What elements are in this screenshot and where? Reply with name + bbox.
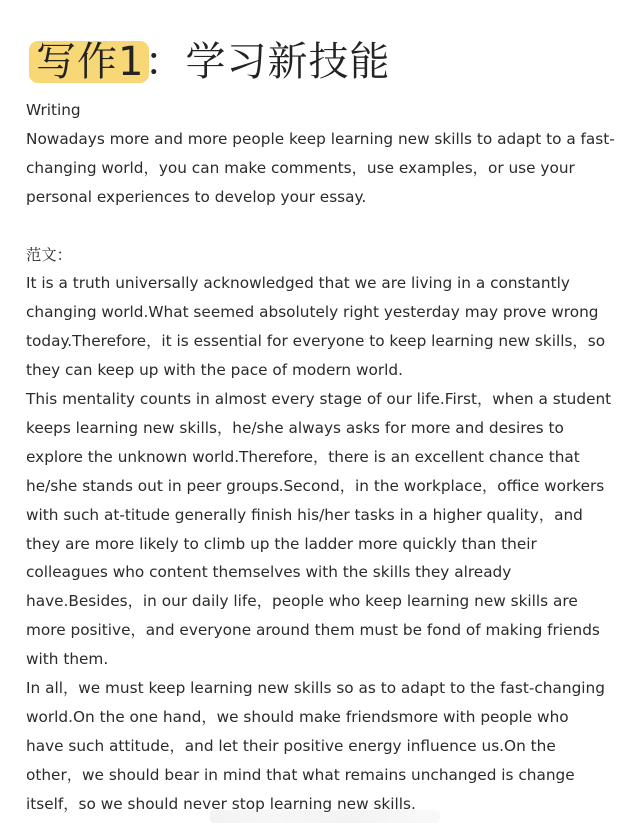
- prompt-line: Nowadays more and more people keep learning new skills to adapt to a fast-: [26, 129, 615, 148]
- essay-line: with such at-titude generally finish his/her tasks in a higher quality，and: [26, 505, 583, 524]
- prompt-line: personal experiences to develop your essay.: [26, 187, 367, 206]
- essay-line: other，we should bear in mind that what remains unchanged is change: [26, 765, 575, 784]
- essay-line: itself，so we should never stop learning new skills.: [26, 794, 416, 813]
- essay-line: world.On the one hand，we should make friendsmore with people who: [26, 708, 569, 727]
- essay-line: keeps learning new skills，he/she always asks for more and desires to: [26, 418, 564, 437]
- essay-line: more positive，and everyone around them must be fond of making friends: [26, 621, 600, 640]
- essay-line: explore the unknown world.Therefore，there is an excellent chance that: [26, 447, 580, 466]
- essay-line: have.Besides，in our daily life，people who keep learning new skills are: [26, 592, 578, 611]
- essay-line: have such attitude，and let their positive energy influence us.On the: [26, 736, 556, 755]
- essay-line: they are more likely to climb up the ladder more quickly than their: [26, 534, 537, 553]
- essay-line: they can keep up with the pace of modern world.: [26, 361, 403, 380]
- essay-line: colleagues who content themselves with the skills they already: [26, 563, 512, 582]
- essay-line: with them.: [26, 650, 109, 669]
- writing-label: Writing: [26, 101, 81, 119]
- document-body: [26, 96, 622, 819]
- faded-watermark: [210, 810, 440, 823]
- essay-line: This mentality counts in almost every stage of our life.First，when a student: [26, 390, 612, 409]
- essay-heading: 范文：: [26, 245, 72, 264]
- essay-line: In all，we must keep learning new skills so as to adapt to the fast-changing: [26, 679, 605, 698]
- prompt-line: changing world，you can make comments，use examples，or use your: [26, 158, 575, 177]
- essay-line: It is a truth universally acknowledged that we are living in a constantly: [26, 274, 570, 293]
- essay-line: changing world.What seemed absolutely right yesterday may prove wrong: [26, 303, 599, 322]
- section-gap: [26, 212, 622, 241]
- essay-line: today.Therefore，it is essential for everyone to keep learning new skills，so: [26, 332, 606, 351]
- page-title: 写作1：学习新技能: [36, 39, 391, 85]
- title-row: [26, 30, 622, 96]
- essay-line: he/she stands out in peer groups.Second，in the workplace，office workers: [26, 476, 605, 495]
